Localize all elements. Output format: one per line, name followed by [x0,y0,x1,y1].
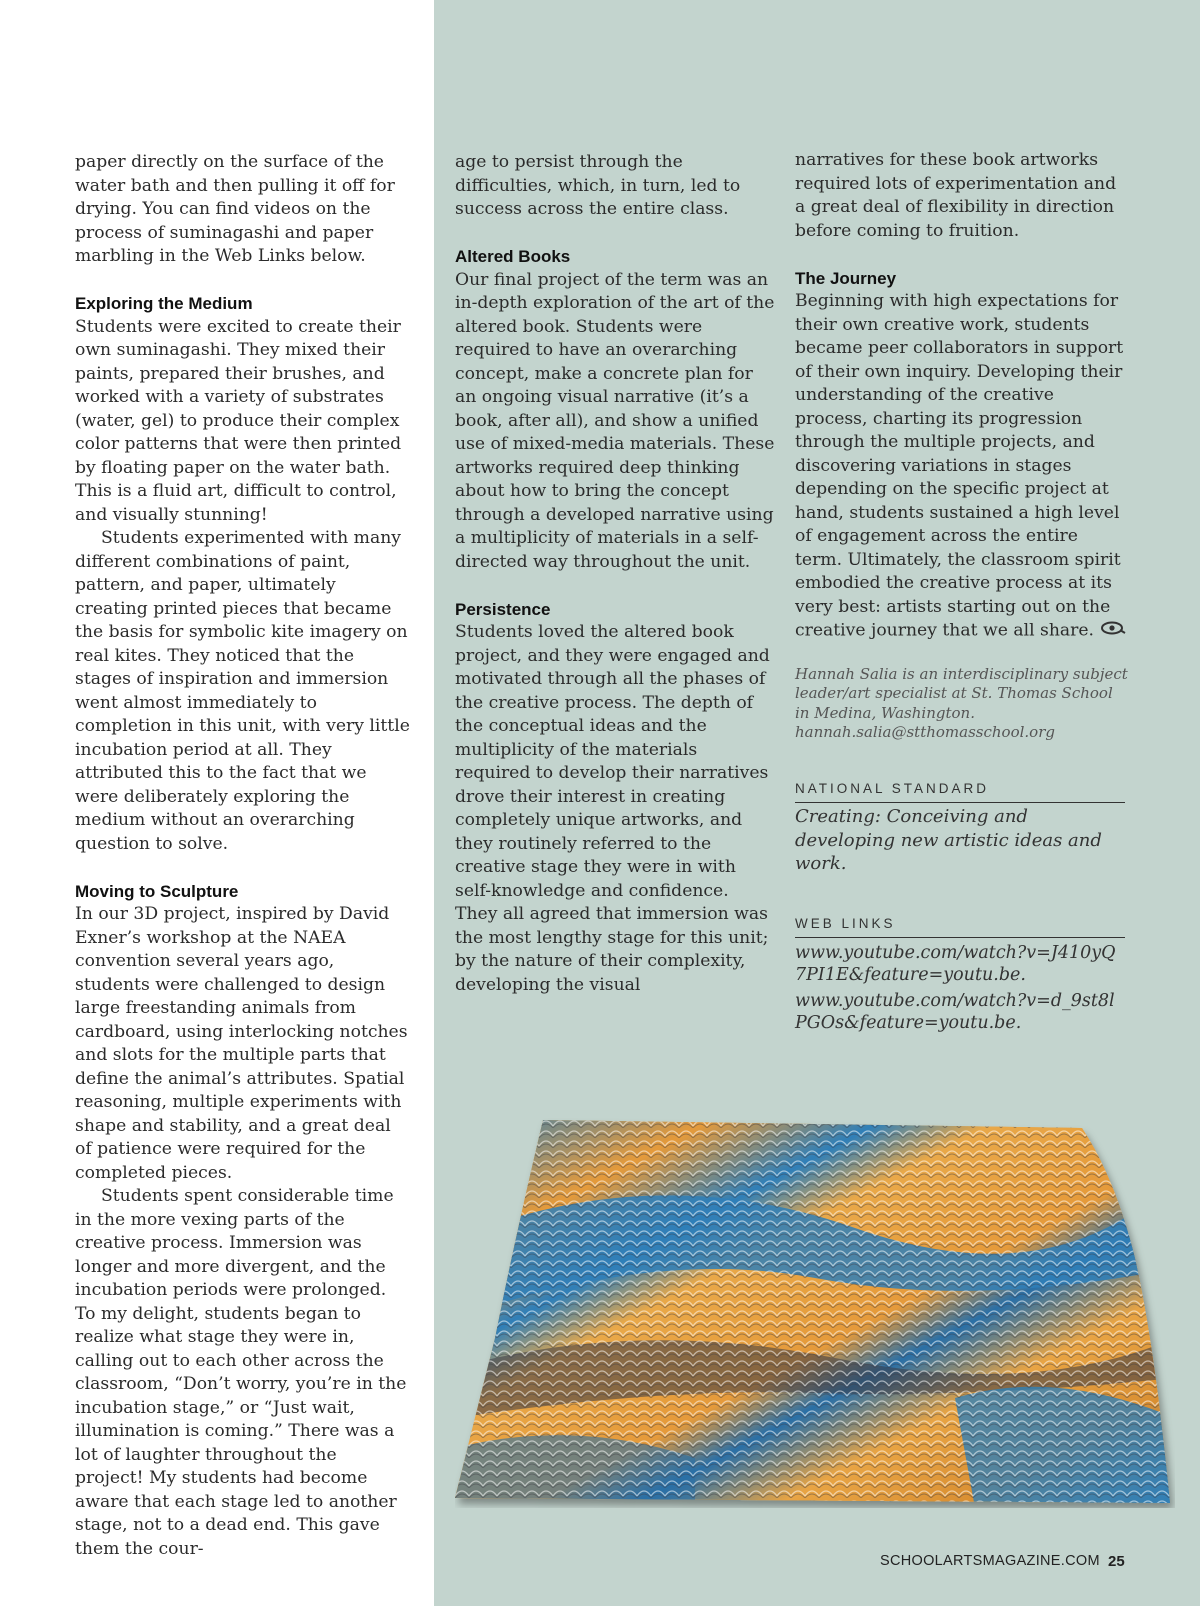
page-number: 25 [1108,1553,1125,1570]
paragraph: Students experimented with many different combinations of paint, pattern, and paper, ultimately creating printed pieces that became the basis for symbolic kite imagery on real kites. They noticed that the stages of inspiration and immersion went almost immediately to completion in this unit, with very little incubation period at all. They attributed this to the fact that we were deliberately exploring the medium without an overarching question to solve. [75,528,410,854]
article-column-3 [795,149,1130,1034]
paragraph: In our 3D project, inspired by David Exner’s workshop at the NAEA convention several years ago, students were challenged to design large freestanding animals from cardboard, using interlocking notches and slots for the multiple parts that define the animal’s attributes. Spatial reasoning, multiple experiments with shape and stability, and a great deal of patience were required for the completed pieces. [75,904,408,1183]
article-column-1 [75,151,410,1561]
paragraph: narratives for these book artworks required lots of experimentation and a great deal of flexibility in direction before coming to fruition. [795,150,1117,241]
web-links-label: WEB LINKS [795,912,1125,939]
paragraph: age to persist through the difficulties, which, in turn, led to success across the entire class. [455,152,741,219]
national-standard-label: NATIONAL STANDARD [795,777,1125,804]
paragraph-text: Beginning with high expectations for their own creative work, students became peer collaborators in support of their own inquiry. Developing their understanding of the creative process, charting its progression through the multiple projects, and discovering variations in stages depending on the specific project at hand, students sustained a high level of engagement across the entire term. Ultimately, the classroom spirit embodied the creative process at its very best: artists starting out on the creative journey that we all share. [795,291,1124,641]
paragraph: Students spent considerable time in the more vexing parts of the creative process. Immersion was longer and more divergent, and the incubation periods were prolonged. To my delight, students began to realize what stage they were in, calling out to each other across the classroom, “Don’t worry, you’re in the incubation stage,” or “Just wait, illumination is coming.” There was a lot of laughter throughout the project! My students had become aware that each stage led to another stage, not to a dead end. This gave them the cour- [75,1186,407,1559]
marbled-paper-artwork [455,1118,1175,1508]
footer-site: SCHOOLARTSMAGAZINE.COM [880,1553,1100,1569]
section-heading-exploring: Exploring the Medium [75,294,253,313]
paragraph: paper directly on the surface of the water bath and then pulling it off for drying. You can find videos on the process of suminagashi and paper marbling in the Web Links below. [75,152,395,266]
section-heading-altered-books: Altered Books [455,247,571,266]
paragraph: Students were excited to create their own suminagashi. They mixed their paints, prepared their brushes, and worked with a variety of substrates (water, gel) to produce their complex color patterns that were then printed by floating paper on the water bath. This is a fluid art, difficult to control, and visually stunning! [75,316,402,525]
web-link-1[interactable]: www.youtube.com/watch?v=J410yQ7PI1E&feature=youtu.be. [795,943,1116,986]
article-column-2 [455,151,775,997]
paragraph: Students loved the altered book project, and they were engaged and motivated through all the phases of the creative process. The depth of the conceptual ideas and the multiplicity of the materials required to develop their narratives drove their interest in creating completely unique artworks, and they routinely referred to the creative stage they were in with self-knowledge and confidence. They all agreed that immersion was the most lengthy stage for this unit; by the nature of their complexity, developing the visual [455,622,770,995]
national-standard-text: Creating: Conceiving and developing new artistic ideas and work. [795,806,1102,875]
section-heading-sculpture: Moving to Sculpture [75,881,239,901]
section-heading-persistence: Persistence [455,599,551,619]
end-mark-icon [1100,619,1126,643]
paragraph [795,290,1130,643]
author-bio: Hannah Salia is an interdisciplinary subject leader/art specialist at St. Thomas School in Medina, Washington. hannah.salia@stthomasschool.org [795,664,1128,742]
section-heading-journey: The Journey [795,268,897,288]
paragraph: Our final project of the term was an in-depth exploration of the art of the altered book. Students were required to have an overarching concept, make a concrete plan for an ongoing visual narrative (it’s a book, after all), and show a unified use of mixed-media materials. These artworks required deep thinking about how to bring the concept through a developed narrative using a multiplicity of materials in a self-directed way throughout the unit. [455,269,775,572]
web-link-2[interactable]: www.youtube.com/watch?v=d_9st8lPGOs&feature=youtu.be. [795,991,1115,1034]
